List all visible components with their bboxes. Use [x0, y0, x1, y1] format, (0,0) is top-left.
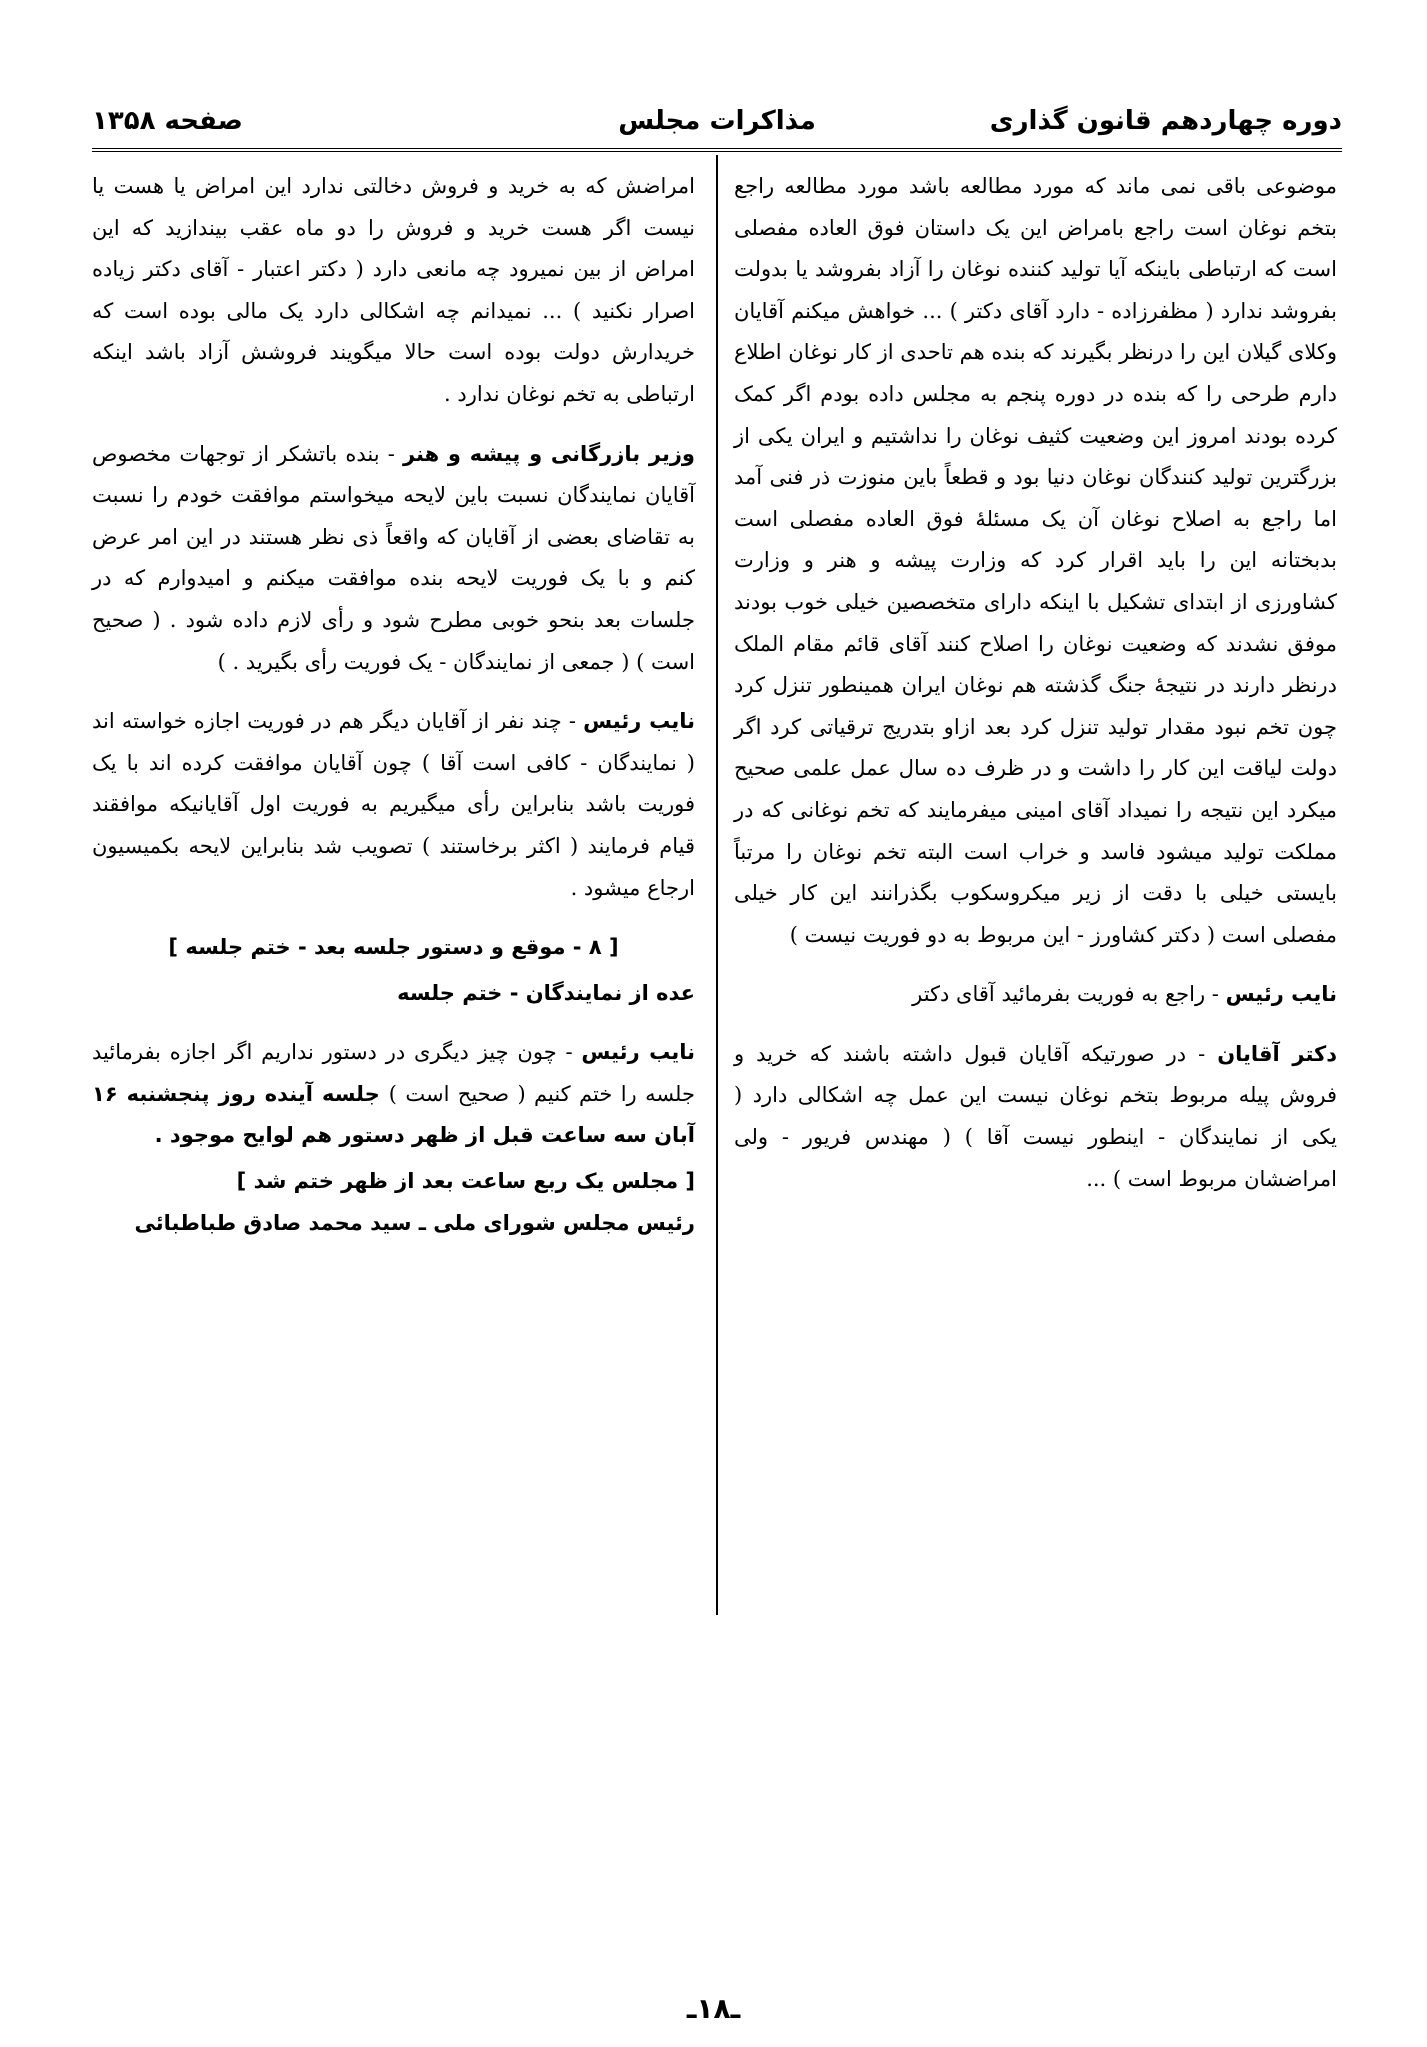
section-heading: [ ۸ - موقع و دستور جلسه بعد - ختم جلسه ]: [168, 935, 619, 960]
left-paragraph-1: امراضش که به خرید و فروش دخالتی ندارد این امراض یا هست یا نیست اگر هست خرید و فروش را دو ماه عقب بیندازید که این امراض از بین نمیرود چه مانعی دارد ( دکتر اعتبار - آقای دکتر زیاده اصرار نکنید ) ... نمیدانم چه اشکالی دارد یک مالی بوده است که خریدارش دولت بوده است حالا میگویند فروشش آزاد باشد اینکه ارتباطی به تخم نوغان ندارد .: [92, 174, 695, 406]
speech-text: - بنده باتشکر از توجهات مخصوص آقایان نمایندگان نسبت باین لایحه میخواستم موافقت خودم را نسبت به تقاضای بعضی از آقایان که واقعاً ذی نظر هستند در این امر عرض کنم و با یک فوریت لایحه بنده موافقت میکنم و امیدوارم که در جلسات بعد بنحو خوبی مطرح شود و رأی لازم داده شود . ( صحیح است ) ( جمعی از نمایندگان - یک فوریت رأی بگیرید . ): [92, 441, 695, 674]
left-paragraph-4: عده از نمایندگان - ختم جلسه: [397, 980, 695, 1005]
page-header: [92, 100, 1342, 150]
header-rule: [92, 148, 1342, 152]
header-publication-title: مذاکرات مجلس: [618, 106, 816, 136]
next-session-text: جلسه آینده روز پنجشنبه ۱۶ آبان سه ساعت قبل از ظهر: [92, 1081, 695, 1148]
speaker-name: دکتر آقایان: [1217, 1041, 1338, 1066]
speech-text: - در صورتیکه آقایان قبول داشته باشند که خرید و فروش پیله مربوط بتخم نوغان نیست این عمل چه اشکالی دارد ( یکی از نمایندگان - اینطور نیست آقا ) ( مهندس فریور - ولی امراضشان مربوط است ) ...: [734, 1041, 1337, 1191]
left-paragraph-5: [92, 1032, 695, 1157]
signature-line: رئیس مجلس شورای ملی ـ سید محمد صادق طباطبائی: [134, 1210, 695, 1235]
header-page-label: صفحه ۱۳۵۸: [92, 106, 243, 136]
speaker-name: وزیر بازرگانی و پیشه و هنر: [402, 441, 695, 466]
speech-text: - چون چیز دیگری در دستور نداریم اگر اجازه بفرمائید جلسه را ختم کنیم ( صحیح است ): [92, 1040, 695, 1106]
right-paragraph-1: موضوعی باقی نمی ماند که مورد مطالعه باشد مورد مطالعه راجع بتخم نوغان است راجع بامراض این یک داستان فوق العاده مفصلی است که ارتباطی باینکه آیا تولید کننده نوغان را آزاد بفروشد یا بدولت بفروشد ندارد ( مظفرزاده - دارد آقای دکتر ) ... خواهش میکنم آقایان وکلای گیلان این را درنظر بگیرند که بنده هم تاحدی از کار نوغان اطلاع دارم طرحی را که بنده در دوره پنجم به مجلس داده بودم اگر کمک کرده بودند امروز این وضعیت کثیف نوغان را نداشتیم و ایران یکی از بزرگترین تولید کنندگان نوغان دنیا بود و قطعاً باین منوزت ذر فنی آمد اما راجع به اصلاح نوغان آن یک مسئلهٔ فوق العاده مفصلی است بدبختانه این را باید اقرار کرد که وزارت پیشه و هنر و وزارت کشاورزی از ابتدای تشکیل با اینکه دارای متخصصین خیلی خوب بودند موفق نشدند که وضعیت نوغان را اصلاح کنند آقای قائم مقام الملک درنظر دارند در نتیجهٔ جنگ گذشته هم نوغان ایران همینطور تنزل کرد چون تخم نبود مقدار تولید تنزل کرد بعد ازاو بتدریج ترقیاتی کرد اگر دولت لیاقت این کار را داشت و در ظرف ده سال عمل علمی صحیح میکرد این نتیجه را نمیداد آقای امینی میفرمایند که تخم نوغانی که در مملکت تولید میشود فاسد و خراب است البته تخم نوغان را مرتباً بایستی خیلی با دقت از زیر میکروسکوب بگذرانند این کار خیلی مفصلی است ( دکتر کشاورز - این مربوط به دو فوریت نیست ): [733, 174, 1337, 947]
speech-text: - چند نفر از آقایان دیگر هم در فوریت اجازه خواسته اند ( نمایندگان - کافی است آقا ) چون آقایان موافقت کرده اند با یک فوریت باشد بنابراین رأی میگیریم به فوریت اول آقایانیکه موافقند قیام فرمایند ( اکثر برخاستند ) تصویب شد بنابراین لایحه بکمیسیون ارجاع میشود .: [92, 709, 695, 900]
agenda-text: دستور هم لوایح موجود .: [154, 1123, 412, 1148]
left-column: [92, 166, 695, 1244]
left-paragraph-3: [92, 701, 695, 909]
page-number: ـ۱۸ـ: [686, 1992, 741, 2025]
right-paragraph-3: [734, 1034, 1337, 1200]
header-session-title: دوره چهاردهم قانون گذاری: [989, 106, 1342, 136]
speech-text: - راجع به فوریت بفرمائید آقای دکتر: [912, 982, 1226, 1007]
closing-line: [ مجلس یک ربع ساعت بعد از ظهر ختم شد ]: [236, 1169, 695, 1194]
left-paragraph-2: [92, 434, 695, 684]
right-column: [734, 166, 1337, 1200]
speaker-name: نایب رئیس: [583, 709, 695, 734]
speaker-name: نایب رئیس: [581, 1040, 695, 1065]
right-paragraph-2: [734, 974, 1337, 1016]
column-divider: [716, 155, 718, 1615]
speaker-name: نایب رئیس: [1225, 982, 1337, 1007]
